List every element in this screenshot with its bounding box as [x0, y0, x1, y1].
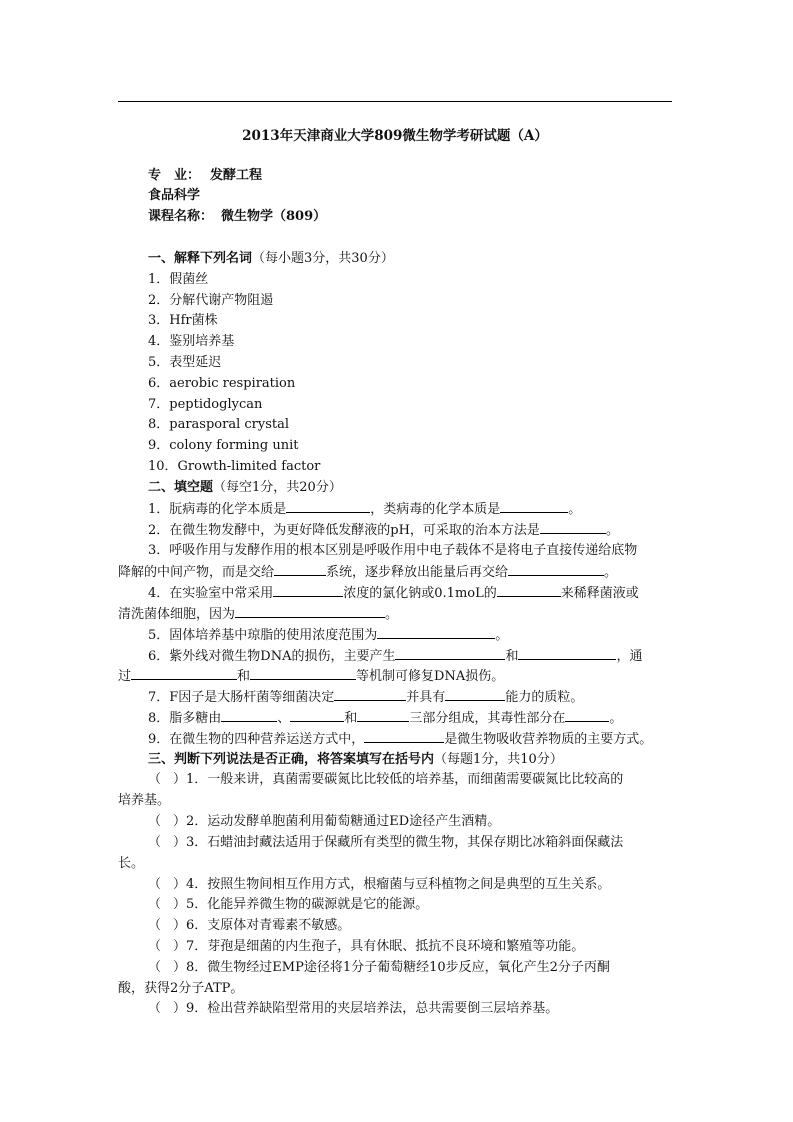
judge-question-1-cont: 培养基。	[118, 793, 171, 808]
answer-paren-close: ）	[173, 877, 187, 892]
section1-heading	[148, 249, 394, 269]
question-text: 浓度的氯化钠或0.1moL的	[343, 586, 497, 601]
list-item: 10．Growth-limited factor	[148, 459, 321, 474]
question-text: 。	[605, 523, 619, 538]
section1-title: 一、解释下列名词	[148, 251, 253, 266]
question-text: 。	[609, 711, 623, 726]
question-text: 等机制可修复DNA损伤。	[356, 669, 505, 684]
question-text: 降解的中间产物，而是交给	[118, 565, 275, 580]
answer-paren-open[interactable]: （	[148, 877, 162, 892]
answer-paren-close: ）	[173, 835, 187, 850]
list-item: 9．colony forming unit	[148, 438, 299, 453]
answer-blank[interactable]	[274, 562, 326, 576]
judge-question-7	[148, 937, 584, 957]
question-text: 。	[604, 565, 618, 580]
answer-blank[interactable]	[334, 687, 406, 701]
answer-paren-open[interactable]: （	[148, 1001, 162, 1016]
major-label: 专 业：	[148, 168, 201, 183]
judge-question-3	[148, 833, 623, 853]
answer-paren-close: ）	[173, 939, 187, 954]
answer-paren-open[interactable]: （	[148, 939, 162, 954]
answer-blank[interactable]	[518, 646, 616, 660]
answer-blank[interactable]	[357, 708, 409, 722]
section2-heading	[148, 478, 342, 498]
fill-question-5	[148, 625, 508, 646]
answer-paren-open[interactable]: （	[148, 814, 162, 829]
list-item: 4．鉴别培养基	[148, 334, 235, 349]
answer-paren-close: ）	[173, 918, 187, 933]
answer-paren-open[interactable]: （	[148, 835, 162, 850]
question-text: ，类病毒的化学本质是	[370, 502, 501, 517]
question-text: 9．检出营养缺陷型常用的夹层培养法，总共需要倒三层培养基。	[186, 1001, 559, 1016]
question-text: 。	[568, 502, 582, 517]
section3-heading	[148, 750, 563, 770]
answer-paren-open[interactable]: （	[148, 960, 162, 975]
list-item: 1．假菌丝	[148, 272, 209, 287]
question-text: 3．石蜡油封藏法适用于保藏所有类型的微生物，其保存期比冰箱斜面保藏法	[186, 835, 624, 850]
section3-title: 三、判断下列说法是否正确，将答案填写在括号内	[148, 752, 435, 767]
question-text: 2．在微生物发酵中，为更好降低发酵液的pH，可采取的治本方法是	[148, 523, 540, 538]
question-text: 系统，逐步释放出能量后再交给	[326, 565, 509, 580]
major-value-2: 食品科学	[148, 188, 201, 203]
question-text: 。	[495, 628, 509, 643]
fill-question-8	[148, 708, 622, 729]
question-text: 和	[505, 649, 519, 664]
question-text: 并具有	[406, 690, 446, 705]
answer-blank[interactable]	[395, 646, 505, 660]
answer-blank[interactable]	[445, 687, 505, 701]
answer-blank[interactable]	[250, 666, 356, 680]
list-item: 6．aerobic respiration	[148, 376, 296, 391]
course-value: 微生物学（809）	[221, 209, 327, 224]
course-label: 课程名称：	[148, 209, 214, 224]
section2-title: 二、填空题	[148, 480, 214, 495]
judge-question-3-cont: 长。	[118, 856, 145, 871]
question-text: 1．一般来讲，真菌需要碳氮比比较低的培养基，而细菌需要碳氮比比较高的	[186, 772, 624, 787]
answer-blank[interactable]	[290, 708, 344, 722]
answer-paren-open[interactable]: （	[148, 918, 162, 933]
fill-question-9	[148, 729, 652, 750]
answer-blank[interactable]	[364, 729, 444, 743]
answer-blank[interactable]	[508, 562, 604, 576]
list-item: 2．分解代谢产物阻遏	[148, 293, 274, 308]
list-item: 8．parasporal crystal	[148, 417, 290, 432]
question-text: 、	[277, 711, 291, 726]
judge-question-9	[148, 999, 558, 1019]
question-text: 是微生物吸收营养物质的主要方式。	[444, 732, 653, 747]
section1-note: （每小题3分，共30分）	[252, 251, 394, 266]
answer-paren-close: ）	[173, 897, 187, 912]
question-text: 和	[344, 711, 358, 726]
answer-blank[interactable]	[497, 583, 561, 597]
question-text: 8．脂多糖由	[148, 711, 222, 726]
judge-question-8	[148, 958, 610, 978]
question-text: 来稀释菌液或	[560, 586, 639, 601]
question-text: 9．在微生物的四种营养运送方式中，	[148, 732, 365, 747]
judge-question-8-cont: 酸，获得2分子ATP。	[118, 981, 244, 996]
fill-question-4-line1	[148, 583, 639, 604]
header-rule	[118, 101, 672, 102]
answer-blank[interactable]	[273, 583, 343, 597]
section3-note: （每题1分，共10分）	[434, 752, 563, 767]
question-text: 过	[118, 669, 132, 684]
fill-question-7	[148, 687, 583, 708]
answer-blank[interactable]	[565, 708, 609, 722]
section2-note: （每空1分，共20分）	[213, 480, 342, 495]
answer-blank[interactable]	[235, 604, 385, 618]
list-item: 3．Hfr菌株	[148, 313, 218, 328]
answer-paren-open[interactable]: （	[148, 772, 162, 787]
answer-blank[interactable]	[540, 520, 606, 534]
answer-blank[interactable]	[500, 499, 568, 513]
list-item: 5．表型延迟	[148, 355, 222, 370]
judge-question-2	[148, 812, 500, 832]
answer-blank[interactable]	[286, 499, 370, 513]
fill-question-3-line2	[118, 562, 617, 583]
question-text: 8．微生物经过EMP途径将1分子葡萄糖经10步反应，氧化产生2分子丙酮	[186, 960, 610, 975]
question-text: 4．按照生物间相互作用方式，根瘤菌与豆科植物之间是典型的互生关系。	[186, 877, 611, 892]
answer-paren-close: ）	[173, 1001, 187, 1016]
judge-question-6	[148, 916, 350, 936]
question-text: 5．固体培养基中琼脂的使用浓度范围为	[148, 628, 378, 643]
question-text: 2．运动发酵单胞菌利用葡萄糖通过ED途径产生酒精。	[186, 814, 501, 829]
answer-blank[interactable]	[221, 708, 277, 722]
question-text: ，通	[616, 649, 643, 664]
answer-paren-close: ）	[173, 960, 187, 975]
question-text: 7．F因子是大肠杆菌等细菌决定	[148, 690, 335, 705]
answer-blank[interactable]	[131, 666, 237, 680]
fill-question-6-line2	[118, 666, 504, 687]
question-text: 能力的质粒。	[505, 690, 584, 705]
question-text: 和	[237, 669, 251, 684]
judge-question-1	[148, 770, 623, 790]
list-item: 7．peptidoglycan	[148, 397, 263, 412]
question-text: 5．化能异养微生物的碳源就是它的能源。	[186, 897, 429, 912]
fill-question-2	[148, 520, 619, 541]
question-text: 6．紫外线对微生物DNA的损伤，主要产生	[148, 649, 396, 664]
answer-blank[interactable]	[377, 625, 495, 639]
fill-question-1	[148, 499, 581, 520]
fill-question-3-line1: 3．呼吸作用与发酵作用的根本区别是呼吸作用中电子载体不是将电子直接传递给底物	[148, 543, 638, 558]
question-text: 。	[385, 607, 399, 622]
course-line	[148, 207, 326, 227]
question-text: 清洗菌体细胞，因为	[118, 607, 236, 622]
question-text: 4．在实验室中常采用	[148, 586, 274, 601]
answer-paren-close: ）	[173, 814, 187, 829]
answer-paren-open[interactable]: （	[148, 897, 162, 912]
fill-question-4-line2	[118, 604, 398, 625]
page-title: 2013年天津商业大学809微生物学考研试题（A）	[242, 128, 548, 144]
question-text: 1．朊病毒的化学本质是	[148, 502, 287, 517]
answer-paren-close: ）	[173, 772, 187, 787]
question-text: 6．支原体对青霉素不敏感。	[186, 918, 351, 933]
question-text: 三部分组成，其毒性部分在	[409, 711, 566, 726]
fill-question-6-line1	[148, 646, 643, 667]
major-value: 发酵工程	[210, 168, 263, 183]
judge-question-5	[148, 895, 428, 915]
judge-question-4	[148, 875, 610, 895]
major-line	[148, 166, 262, 186]
question-text: 7．芽孢是细菌的内生孢子，具有休眠、抵抗不良环境和繁殖等功能。	[186, 939, 585, 954]
